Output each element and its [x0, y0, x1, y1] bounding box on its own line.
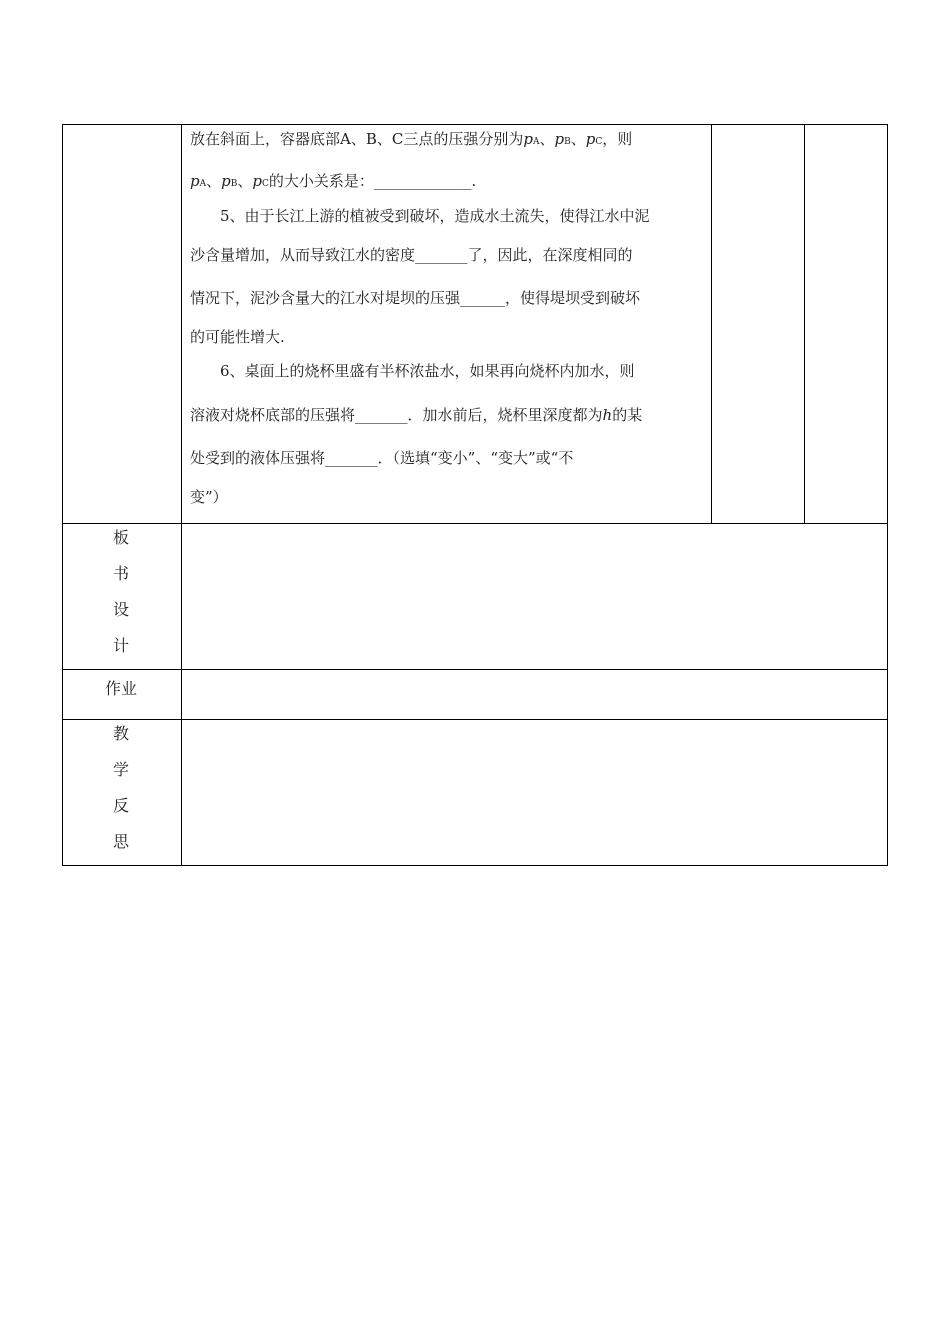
q5-line-1: 5、由于长江上游的植被受到破坏，造成水土流失，使得江水中泥	[220, 207, 650, 225]
board-design-char-1: 板	[112, 528, 129, 547]
q6-line-4: 变”）	[190, 488, 228, 506]
reflection-char-2: 学	[112, 760, 129, 779]
reflection-char-3: 反	[112, 796, 129, 815]
reflection-content-cell	[181, 719, 888, 866]
board-design-content-cell	[181, 523, 888, 670]
q5-line-4: 的可能性增大.	[190, 328, 285, 346]
homework-content-cell	[181, 669, 888, 720]
q5-line-3: 情况下，泥沙含量大的江水对堤坝的压强______，使得堤坝受到破坏	[190, 289, 641, 307]
top-col3-cell	[711, 124, 805, 524]
top-col4-cell	[804, 124, 888, 524]
board-design-char-3: 设	[112, 600, 129, 619]
q6-line-3: 处受到的液体压强将_______．（选填“变小”、“变大”或“不	[190, 449, 574, 467]
board-design-char-2: 书	[112, 564, 129, 583]
q6-line-2: 溶液对烧杯底部的压强将_______．加水前后，烧杯里深度都为h的某	[190, 406, 643, 424]
board-design-char-4: 计	[112, 636, 129, 655]
q4-line-2: pA、pB、pC的大小关系是：_____________.	[190, 172, 477, 190]
q5-line-2: 沙含量增加，从而导致江水的密度_______了，因此，在深度相同的	[190, 246, 633, 264]
q6-line-1: 6、桌面上的烧杯里盛有半杯浓盐水，如果再向烧杯内加水，则	[220, 362, 635, 380]
reflection-char-1: 教	[112, 724, 129, 743]
top-left-cell	[62, 124, 182, 524]
q4-line-1: 放在斜面上，容器底部A、B、C三点的压强分别为pA、pB、pC，则	[190, 130, 633, 148]
homework-label: 作业	[104, 679, 137, 698]
reflection-char-4: 思	[112, 832, 129, 851]
